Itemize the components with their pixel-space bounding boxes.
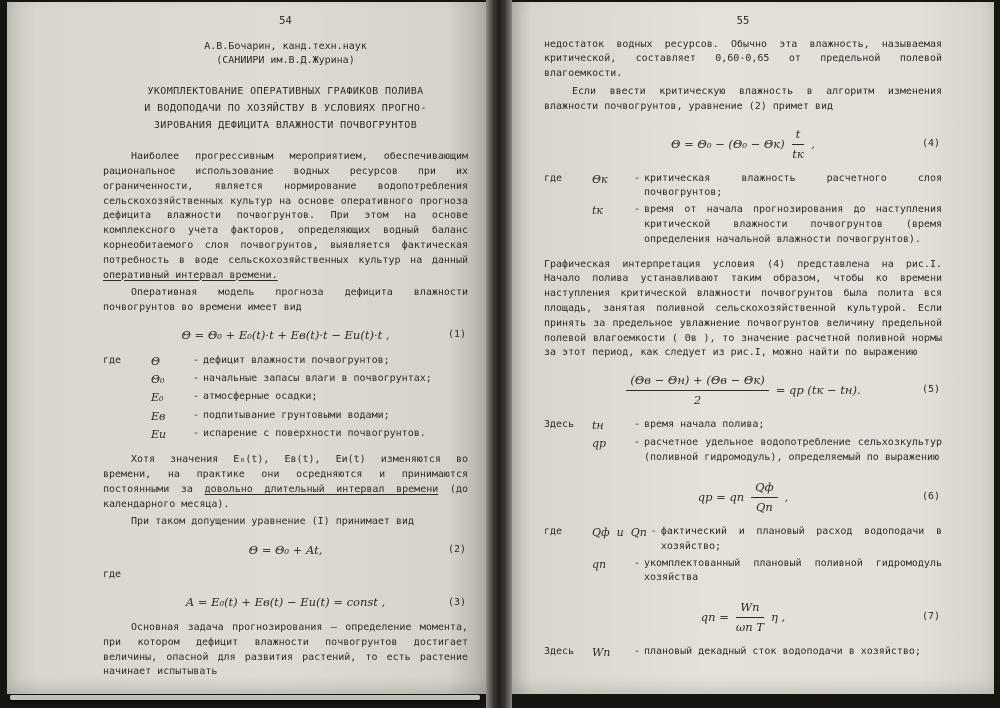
definition-row (151, 409, 468, 425)
definition-text: атмосферные осадки; (203, 391, 318, 403)
definition-row (151, 390, 468, 406)
symbol: E₀ (151, 391, 164, 405)
definition-text: время от начала прогнозирования до наступления критической влажности почвогрунтов (время определения начальной влажности почвогрунтов). (644, 204, 942, 245)
fraction-numerator: Wп (736, 599, 764, 618)
symbol: Wп (592, 646, 611, 660)
paragraph-continuation: недостаток водных ресурсов. Обычно эта влажность, называемая критической, составляет 0,60-0,65 от предельной полевой влагоемкости. (544, 38, 942, 80)
page-left (7, 2, 486, 694)
equation-number: (1) (447, 329, 466, 341)
dash: - (633, 172, 641, 184)
where-label: где (103, 354, 122, 366)
dash: - (192, 391, 200, 403)
here-label: Здесь (544, 419, 575, 431)
fraction (792, 126, 805, 163)
equation-4 (544, 126, 942, 163)
title-line: ЗИРОВАНИЯ ДЕФИЦИТА ВЛАЖНОСТИ ПОЧВОГРУНТОВ (153, 120, 418, 132)
definition-text: расчетное удельное водопотребление сельхозкультур (поливной гидромодуль), определяемый по выражению (644, 437, 942, 464)
symbol: qп (592, 557, 607, 571)
definition-row (151, 354, 468, 370)
equation-number: (7) (921, 611, 940, 623)
paper-title (103, 83, 468, 134)
fraction-denominator: Qп (755, 500, 773, 515)
equation-body: Θ = Θ₀ + E₀(t)·t + Eв(t)·t − Eи(t)·t , (181, 328, 390, 343)
dash: - (633, 419, 641, 431)
definition-row (592, 203, 942, 247)
equation-tail: , (811, 136, 815, 151)
dash: - (192, 354, 200, 366)
definition-text: плановый декадный сток водоподачи в хозяйство; (644, 646, 921, 658)
underlined-phrase: довольно длительный интервал времени (204, 483, 439, 495)
definition-text: подпитывание грунтовыми водами; (203, 409, 390, 421)
definition-list (592, 525, 942, 588)
equation-5 (544, 372, 942, 409)
page-right (512, 2, 994, 694)
dash: - (633, 204, 641, 216)
definition-text: начальные запасы влаги в почвогрунтах; (203, 373, 432, 385)
symbol: Θк (592, 172, 608, 186)
definition-row (592, 418, 942, 434)
where-block-6 (544, 525, 942, 588)
title-line: УКОМПЛЕКТОВАНИЕ ОПЕРАТИВНЫХ ГРАФИКОВ ПОЛИВА (147, 86, 424, 98)
dash: - (192, 373, 200, 385)
paragraph-intro (103, 150, 468, 283)
equation-7 (544, 599, 942, 636)
fraction-denominator: 2 (693, 393, 702, 408)
fraction (736, 599, 764, 636)
fraction-numerator: (Θв − Θн) + (Θв − Θк) (626, 372, 768, 391)
definition-row (592, 645, 942, 661)
page-number-right: 55 (736, 15, 750, 27)
where-block-1 (103, 354, 468, 445)
paragraph-model: Оперативная модель прогноза дефицита влажности почвогрунтов во времени имеет вид (103, 287, 468, 314)
equation-body: qп = (700, 610, 729, 625)
dash: - (633, 646, 641, 658)
definition-row (592, 436, 942, 466)
author-affiliation: (САНИИРИ им.В.Д.Журина) (216, 55, 355, 67)
symbol: tн (592, 419, 604, 433)
fraction-numerator: t (792, 126, 805, 145)
fraction (751, 479, 777, 516)
equation-number: (5) (921, 384, 940, 396)
where-label: где (544, 172, 563, 184)
definition-row (592, 525, 942, 555)
here-block-7 (544, 645, 942, 663)
symbol: Θ₀ (151, 373, 165, 387)
where-label: где (103, 569, 122, 581)
paragraph-critical: Если ввести критическую влажность в алгоритм изменения влажности почвогрунтов, уравнение (2) примет вид (544, 85, 942, 112)
equation-number: (3) (447, 596, 466, 608)
dash: - (633, 557, 641, 569)
fraction-numerator: Qф (751, 479, 777, 498)
underlined-phrase: оперативный интервал времени. (103, 269, 278, 281)
where-block-4 (544, 172, 942, 250)
symbol: Eв (151, 409, 166, 423)
definition-list (592, 418, 942, 468)
definition-text: фактический и плановый расход водоподачи в хозяйство; (660, 526, 942, 552)
definition-list (592, 645, 942, 663)
author-name: А.В.Бочарин, канд.техн.наук (204, 40, 367, 52)
equation-tail: η , (770, 610, 786, 625)
equation-body: qр = qп (697, 490, 745, 504)
definition-text: укомплектованный плановый поливной гидромодуль хозяйства (644, 557, 942, 584)
page-number-left: 54 (279, 15, 292, 27)
equation-body: Θ = Θ₀ + At, (248, 542, 323, 557)
definition-text: испарение с поверхности почвогрунтов. (203, 427, 426, 439)
here-label: Здесь (544, 646, 575, 658)
definition-list (592, 172, 942, 250)
equation-2 (103, 541, 468, 559)
here-block-5 (544, 418, 942, 468)
symbol: Θ (151, 354, 161, 368)
symbol: tк (592, 204, 603, 218)
equation-1 (103, 327, 468, 345)
paragraph-assumption: При таком допущении уравнение (I) принимает вид (131, 516, 414, 528)
definition-row (592, 172, 942, 202)
title-line: И ВОДОПОДАЧИ ПО ХОЗЯЙСТВУ В УСЛОВИЯХ ПРОГНО- (144, 103, 427, 115)
equation-body: Θ = Θ₀ − (Θ₀ − Θк) (671, 136, 785, 151)
paragraph-averaging (103, 453, 468, 512)
dash: - (633, 437, 641, 449)
paragraph-task: Основная задача прогнозирования – определение момента, при котором дефицит влажности почвогрунтов достигает величины, опасной для развития растений, то есть растение начинает испытывать (103, 622, 468, 678)
definition-list (151, 354, 468, 445)
definition-text: критическая влажность расчетного слоя почвогрунтов; (644, 172, 942, 199)
equation-number: (4) (921, 137, 940, 149)
fraction-denominator: tк (792, 146, 804, 161)
symbol: Eи (151, 427, 167, 441)
equation-tail: , (784, 490, 789, 504)
text-run: Наиболее прогрессивным мероприятием, обеспечивающим рациональное использование водных ресурсов при их ограниченности, является нормирование водопотребления сельскохозяйственных культур на основе оперативного прогноза дефицита влажности почвогрунтов. При этом на основе комплексного учета факторов, определяющих водный баланс корнеобитаемого слоя почвогрунтов, выявляется фактическая потребность в воде сельскохозяйственных культур на данный (103, 151, 468, 266)
text-run: (до календарного месяца). (103, 483, 468, 510)
definition-row (592, 557, 942, 587)
equation-body: A = E₀(t) + Eв(t) − Eи(t) = const , (185, 595, 386, 610)
author-block (103, 40, 468, 70)
symbol: qр (592, 437, 607, 451)
equation-number: (2) (447, 543, 466, 555)
paragraph-graphic: Графическая интерпретация условия (4) представлена на рис.I. Начало полива устанавливают таким образом, чтобы ко времени наступления критической влажности почвогрунтов была полита вся площадь, занятая поливной сельскохозяйственной культурой. Если принять за предельное увлажнение почвогрунтов величину предельной полевой влагоемкости ( Θв ), то значение расчетной поливной нормы за этот период, как следует из рис.I, можно найти по выражению (544, 258, 942, 359)
definition-text: время начала полива; (644, 419, 765, 431)
dash: - (192, 427, 200, 439)
symbol: Qф и Qп (592, 526, 647, 540)
equation-tail: = qр (tк − tн). (775, 383, 861, 398)
fraction-denominator: ωп T (735, 620, 764, 635)
book-spine (486, 0, 512, 708)
equation-3 (103, 594, 468, 612)
page-edge (10, 695, 480, 700)
equation-number: (6) (921, 491, 940, 503)
equation-6 (544, 479, 942, 516)
dash: - (192, 409, 200, 421)
where-label: где (544, 526, 563, 538)
text-run: Хотя значения E₀(t), Eв(t), Eи(t) изменяются во времени, на практике они осредняются и принимаются постоянными за (103, 454, 468, 495)
definition-row (151, 427, 468, 443)
dash: - (650, 526, 657, 538)
definition-text: дефицит влажности почвогрунтов; (203, 354, 390, 366)
definition-row (151, 372, 468, 388)
fraction (626, 372, 768, 409)
